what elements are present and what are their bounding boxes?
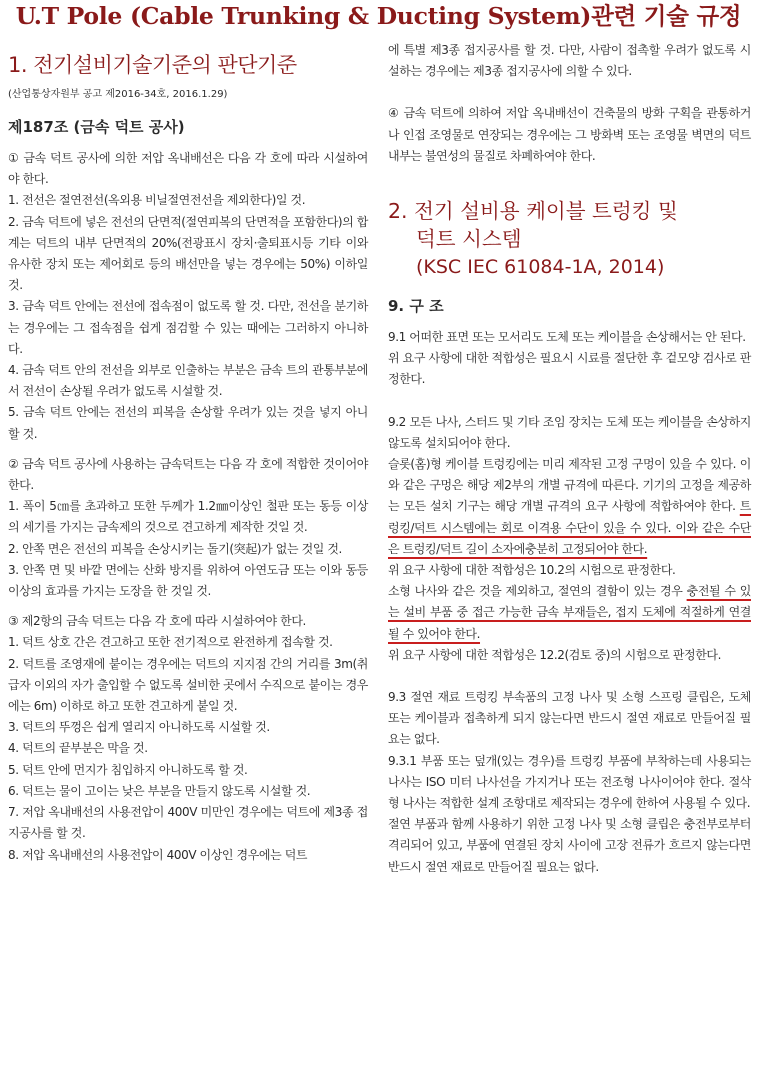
paragraph xyxy=(388,454,751,560)
article-title: 제187조 (금속 덕트 공사) xyxy=(8,118,185,136)
text: 소형 나사와 같은 것을 제외하고, 절연의 결함이 있는 경우 xyxy=(388,584,687,599)
section-title-1: 1. 전기설비기술기준의 판단기준 xyxy=(8,53,297,77)
paragraph: 9.3.1 부품 또는 덮개(있는 경우)를 트렁킹 부품에 부착하는데 사용되는 나사는 ISO 미터 나사선을 가지거나 또는 전조형 나사이어야 한다. 절삭형 나사는 적합한 설계 조항대로 제작되는 경우에 한하여 사용될 수 있다. xyxy=(388,753,751,811)
paragraph: 위 요구 사항에 대한 적합성은 12.2(검토 중)의 시험으로 판정한다. xyxy=(388,647,722,662)
paragraph xyxy=(388,581,751,645)
list-item: 7. 저압 옥내배선의 사용전압이 400V 미만인 경우에는 덕트에 제3종 접지공사를 할 것. xyxy=(8,805,368,841)
list-item: 4. 덕트의 끝부분은 막을 것. xyxy=(8,741,148,756)
highlighted-text: 트렁킹/덕트 시스템에는 회로 이격용 수단이 있을 수 있다. 이와 같은 수단은 트렁킹/덕트 길이 소자에충분히 고정되어야 한다. xyxy=(388,499,751,556)
paragraph: 위 요구 사항에 대한 적합성은 필요시 시료를 절단한 후 겉모양 검사로 판정한다. xyxy=(388,351,751,387)
paragraph: ④ 금속 덕트에 의하여 저압 옥내배선이 건축물의 방화 구획을 관통하거나 인접 조영물로 연장되는 경우에는 그 방화벽 또는 조영물 벽면의 덕트 내부는 불연성의 물질로 차폐하여야 한다. xyxy=(388,106,751,163)
continued-text: 에 특별 제3종 접지공사를 할 것. 다만, 사람이 접촉할 우려가 없도록 시설하는 경우에는 제3종 접지공사에 의할 수 있다. xyxy=(388,43,751,79)
list-item: 1. 덕트 상호 간은 견고하고 또한 전기적으로 완전하게 접속할 것. xyxy=(8,635,333,650)
text: 슬롯(홈)형 케이블 트렁킹에는 미리 제작된 고정 구멍이 있을 수 있다. 이와 같은 구멍은 해당 제2부의 개별 규격에 따른다. 기기의 고정을 제공하는 모든 설치 기구는 해당 개별 규격의 요구 사항에 적합하여야 한다. xyxy=(388,457,751,514)
section-title-2: 2. 전기 설비용 케이블 트렁킹 및 xyxy=(388,199,678,224)
list-item: 8. 저압 옥내배선의 사용전압이 400V 이상인 경우에는 덕트 xyxy=(8,847,308,862)
paragraph: 위 요구 사항에 대한 적합성은 10.2의 시험으로 판정한다. xyxy=(388,563,676,578)
list-item: 1. 폭이 5㎝를 초과하고 또한 두께가 1.2㎜이상인 철판 또는 동등 이상의 세기를 가지는 금속제의 것으로 견고하게 제작한 것일 것. xyxy=(8,499,368,535)
list-item: 3. 금속 덕트 안에는 전선에 접속점이 없도록 할 것. 다만, 전선을 분기하는 경우에는 그 접속점을 쉽게 점검할 수 있는 때에는 그러하지 아니하다. xyxy=(8,299,368,356)
subsection-title: 9. 구 조 xyxy=(388,297,444,316)
left-column xyxy=(8,40,368,866)
list-item: 3. 안쪽 면 및 바깥 면에는 산화 방지를 위하여 아연도금 또는 이와 동등 이상의 효과를 가지는 도장을 한 것일 것. xyxy=(8,562,368,599)
list-item: 5. 덕트 안에 먼지가 침입하지 아니하도록 할 것. xyxy=(8,762,248,777)
section-title-2-line2: 덕트 시스템 xyxy=(416,227,522,252)
notice-text: (산업통상자원부 공고 제2016-34호, 2016.1.29) xyxy=(8,89,228,100)
list-item: 6. 덕트는 물이 고이는 낮은 부분을 만들지 않도록 시설할 것. xyxy=(8,783,311,798)
list-item: 5. 금속 덕트 안에는 전선의 피복을 손상할 우려가 있는 것을 넣지 아니할 것. xyxy=(8,405,368,441)
paragraph: ③ 제2항의 금속 덕트는 다음 각 호에 따라 시설하여야 한다. xyxy=(8,614,306,629)
standard-reference: (KSC IEC 61084-1A, 2014) xyxy=(416,256,665,279)
paragraph: ② 금속 덕트 공사에 사용하는 금속덕트는 다음 각 호에 적합한 것이어야 한다. xyxy=(8,456,368,493)
paragraph: 9.3 절연 재료 트렁킹 부속품의 고정 나사 및 소형 스프링 클립은, 도체 또는 케이블과 접촉하게 되지 않는다면 반드시 절연 재료로 만들어질 필요는 없다. xyxy=(388,690,751,747)
paragraph: 절연 부품과 함께 사용하기 위한 고정 나사 및 소형 클립은 충전부로부터 격리되어 있고, 부품에 연결된 장치 사이에 고장 전류가 흐르지 않는다면 반드시 절연 재료로 만들어질 필요는 없다. xyxy=(388,817,751,874)
list-item: 3. 덕트의 뚜껑은 쉽게 열리지 아니하도록 시설할 것. xyxy=(8,720,270,735)
list-item: 4. 금속 덕트 안의 전선을 외부로 인출하는 부분은 금속 트의 관통부분에서 전선이 손상될 우려가 없도록 시설할 것. xyxy=(8,363,368,399)
paragraph: 9.2 모든 나사, 스터드 및 기타 조임 장치는 도체 또는 케이블을 손상하지 않도록 설치되어야 한다. xyxy=(388,414,751,450)
paragraph: ① 금속 덕트 공사에 의한 저압 옥내배선은 다음 각 호에 따라 시설하여야 한다. xyxy=(8,151,368,187)
right-column xyxy=(388,40,751,878)
list-item: 2. 안쪽 면은 전선의 피복을 손상시키는 돌기(突起)가 없는 것일 것. xyxy=(8,541,342,556)
list-item: 1. 전선은 절연전선(옥외용 비닐절연전선을 제외한다)일 것. xyxy=(8,193,306,208)
list-item: 2. 금속 덕트에 넣은 전선의 단면적(절연피복의 단면적을 포함한다)의 합계는 덕트의 내부 단면적의 20%(전광표시 장치·출퇴표시등 기타 이와 유사한 장치 또는 제어회로 등의 배선만을 넣는 경우에는 50%) 이하일 것. xyxy=(8,214,368,293)
document-title: U.T Pole (Cable Trunking & Ducting System)관련 기술 규정 xyxy=(15,2,742,30)
paragraph: 9.1 어떠한 표면 또는 모서리도 도체 또는 케이블을 손상해서는 안 된다. xyxy=(388,330,746,345)
highlighted-text: 충전될 수 있는 설비 부품 중 접근 가능한 금속 부재들은, 접지 도체에 적절하게 연결될 수 있어야 한다. xyxy=(388,584,751,641)
list-item: 2. 덕트를 조영재에 붙이는 경우에는 덕트의 지지점 간의 거리를 3m(취급자 이외의 자가 출입할 수 없도록 설비한 곳에서 수직으로 붙이는 경우에는 6m) 이하로 하고 또한 견고하게 붙일 것. xyxy=(8,656,368,714)
